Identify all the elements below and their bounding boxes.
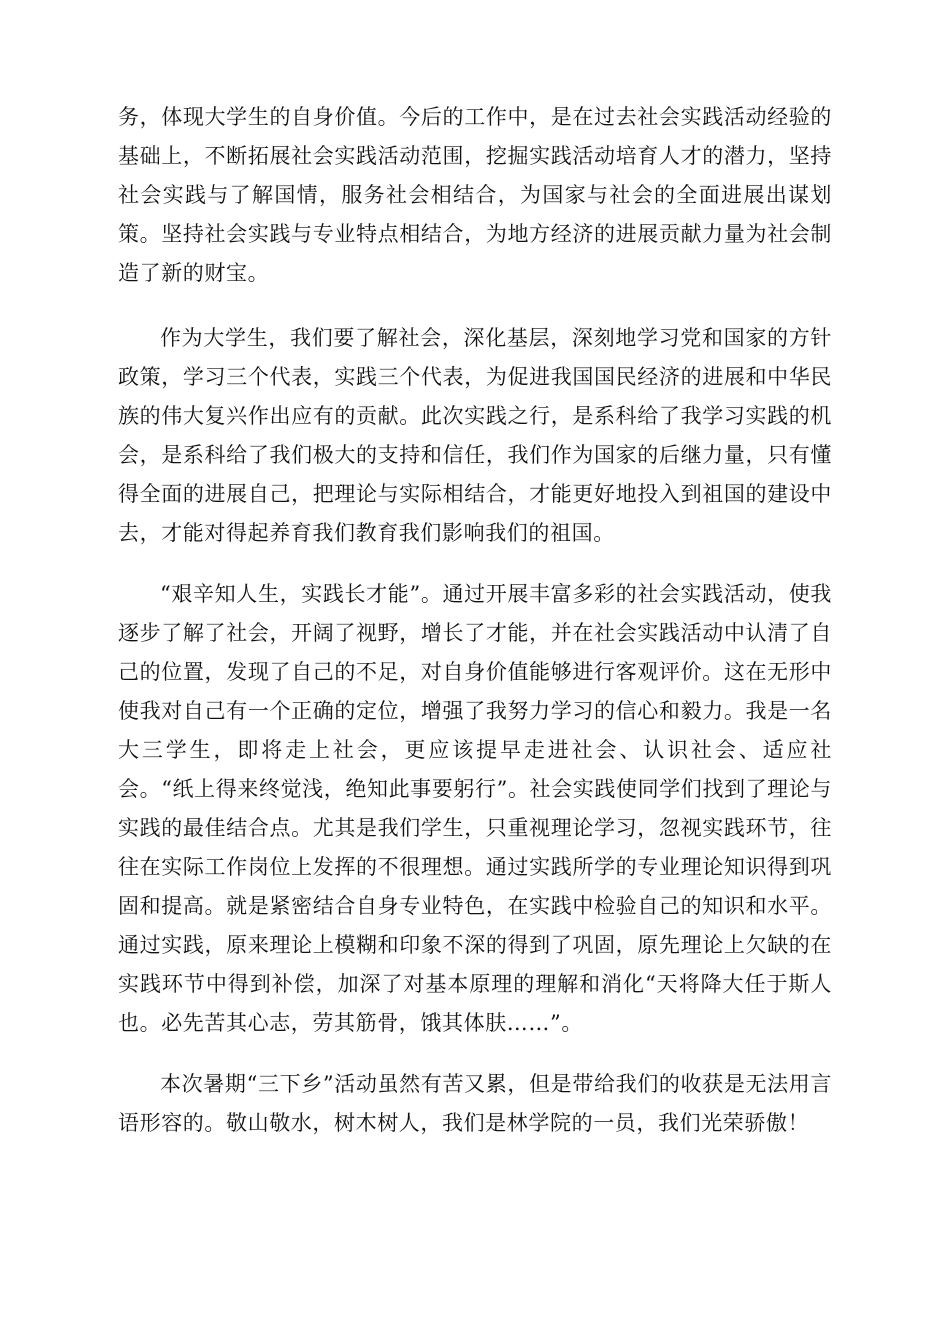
document-body	[118, 98, 832, 1143]
paragraph-3: “艰辛知人生，实践长才能”。通过开展丰富多彩的社会实践活动，使我逐步了解了社会，开阔了视野，增长了才能，并在社会实践活动中认清了自己的位置，发现了自己的不足，对自身价值能够进行客观评价。这在无形中使我对自己有一个正确的定位，增强了我努力学习的信心和毅力。我是一名大三学生，即将走上社会，更应该提早走进社会、认识社会、适应社会。“纸上得来终觉浅，绝知此事要躬行”。社会实践使同学们找到了理论与实践的最佳结合点。尤其是我们学生，只重视理论学习，忽视实践环节，往往在实际工作岗位上发挥的不很理想。通过实践所学的专业理论知识得到巩固和提高。就是紧密结合自身专业特色，在实践中检验自己的知识和水平。通过实践，原来理论上模糊和印象不深的得到了巩固，原先理论上欠缺的在实践环节中得到补偿，加深了对基本原理的理解和消化“天将降大任于斯人也。必先苦其心志，劳其筋骨，饿其体肤……”。	[118, 582, 832, 1035]
paragraph-spacer	[118, 1043, 832, 1065]
paragraph-spacer	[118, 293, 832, 319]
paragraph-1: 务，体现大学生的自身价值。今后的工作中，是在过去社会实践活动经验的基础上，不断拓展社会实践活动范围，挖掘实践活动培育人才的潜力，坚持社会实践与了解国情，服务社会相结合，为国家与社会的全面进展出谋划策。坚持社会实践与专业特点相结合，为地方经济的进展贡献力量为社会制造了新的财宝。	[118, 105, 832, 285]
paragraph-4: 本次暑期“三下乡”活动虽然有苦又累，但是带给我们的收获是无法用言语形容的。敬山敬水，树木树人，我们是林学院的一员，我们光荣骄傲！	[118, 1072, 832, 1135]
paragraph-2: 作为大学生，我们要了解社会，深化基层，深刻地学习党和国家的方针政策，学习三个代表，实践三个代表，为促进我国国民经济的进展和中华民族的伟大复兴作出应有的贡献。此次实践之行，是系科给了我学习实践的机会，是系科给了我们极大的支持和信任，我们作为国家的后继力量，只有懂得全面的进展自己，把理论与实际相结合，才能更好地投入到祖国的建设中去，才能对得起养育我们教育我们影响我们的祖国。	[118, 326, 832, 545]
paragraph-spacer	[118, 553, 832, 575]
